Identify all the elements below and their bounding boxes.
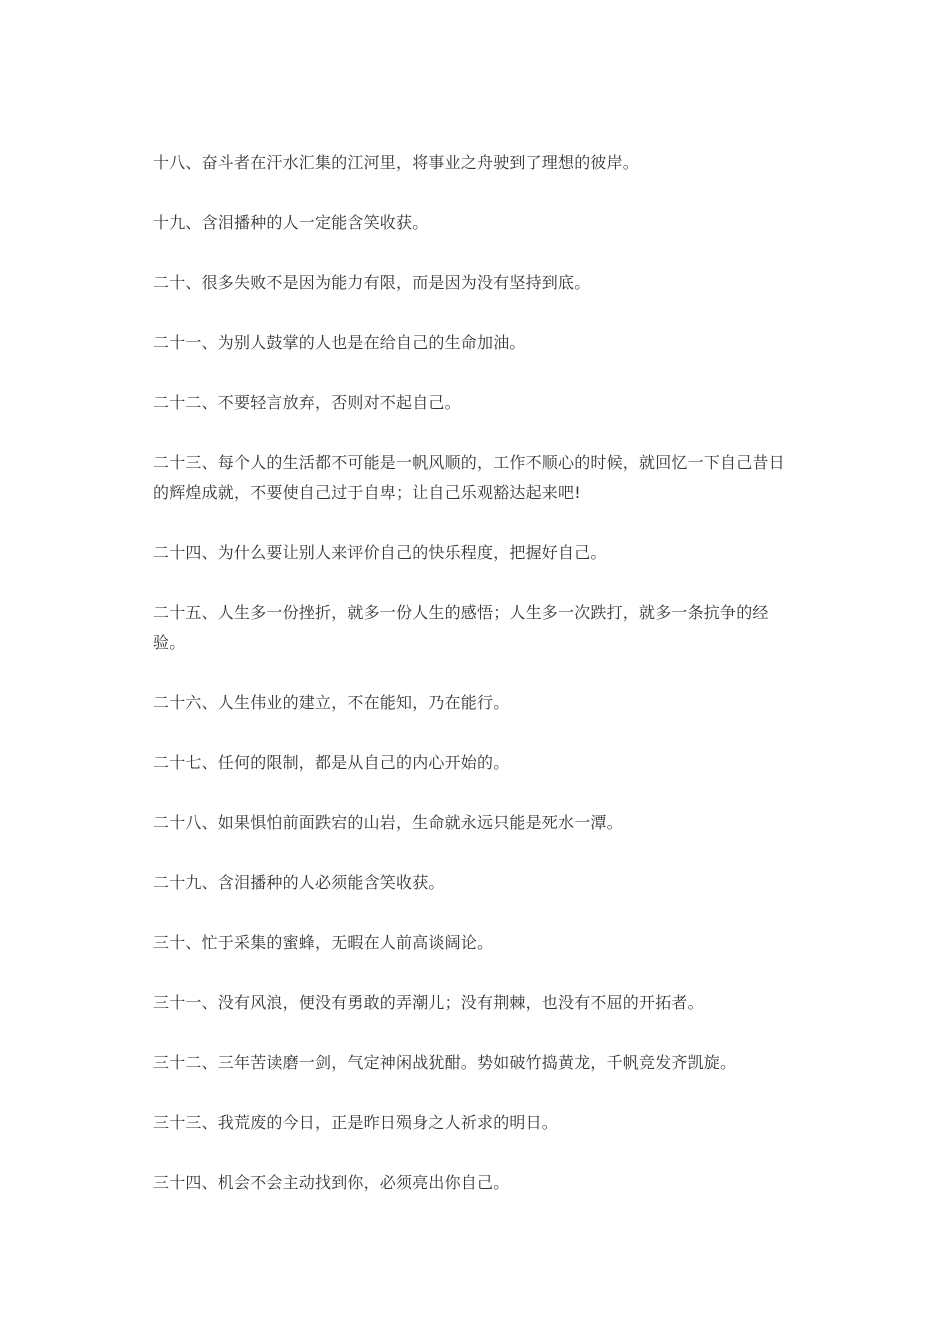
paragraph-18: 十八、奋斗者在汗水汇集的江河里，将事业之舟驶到了理想的彼岸。 <box>153 153 640 172</box>
paragraph-32: 三十二、三年苦读磨一剑，气定神闲战犹酣。势如破竹捣黄龙，千帆竞发齐凯旋。 <box>153 1053 737 1072</box>
paragraph-21: 二十一、为别人鼓掌的人也是在给自己的生命加油。 <box>153 333 526 352</box>
paragraph-34: 三十四、机会不会主动找到你，必须亮出你自己。 <box>153 1173 510 1192</box>
paragraph-26: 二十六、人生伟业的建立，不在能知，乃在能行。 <box>153 693 510 712</box>
paragraph-28: 二十八、如果惧怕前面跌宕的山岩，生命就永远只能是死水一潭。 <box>153 813 623 832</box>
paragraph-25: 二十五、人生多一份挫折，就多一份人生的感悟；人生多一次跌打，就多一条抗争的经验。 <box>153 603 769 652</box>
paragraph-23: 二十三、每个人的生活都不可能是一帆风顺的，工作不顺心的时候，就回忆一下自己昔日的辉煌成就，不要使自己过于自卑；让自己乐观豁达起来吧! <box>153 453 785 502</box>
paragraph-30: 三十、忙于采集的蜜蜂，无暇在人前高谈阔论。 <box>153 933 494 952</box>
paragraph-22: 二十二、不要轻言放弃，否则对不起自己。 <box>153 393 461 412</box>
paragraph-29: 二十九、含泪播种的人必须能含笑收获。 <box>153 873 445 892</box>
paragraph-27: 二十七、任何的限制，都是从自己的内心开始的。 <box>153 753 510 772</box>
paragraph-20: 二十、很多失败不是因为能力有限，而是因为没有坚持到底。 <box>153 273 591 292</box>
paragraph-19: 十九、含泪播种的人一定能含笑收获。 <box>153 213 429 232</box>
document-body <box>153 148 798 1228</box>
paragraph-24: 二十四、为什么要让别人来评价自己的快乐程度，把握好自己。 <box>153 543 607 562</box>
paragraph-31: 三十一、没有风浪，便没有勇敢的弄潮儿；没有荆棘，也没有不屈的开拓者。 <box>153 993 704 1012</box>
paragraph-33: 三十三、我荒废的今日，正是昨日殒身之人祈求的明日。 <box>153 1113 559 1132</box>
